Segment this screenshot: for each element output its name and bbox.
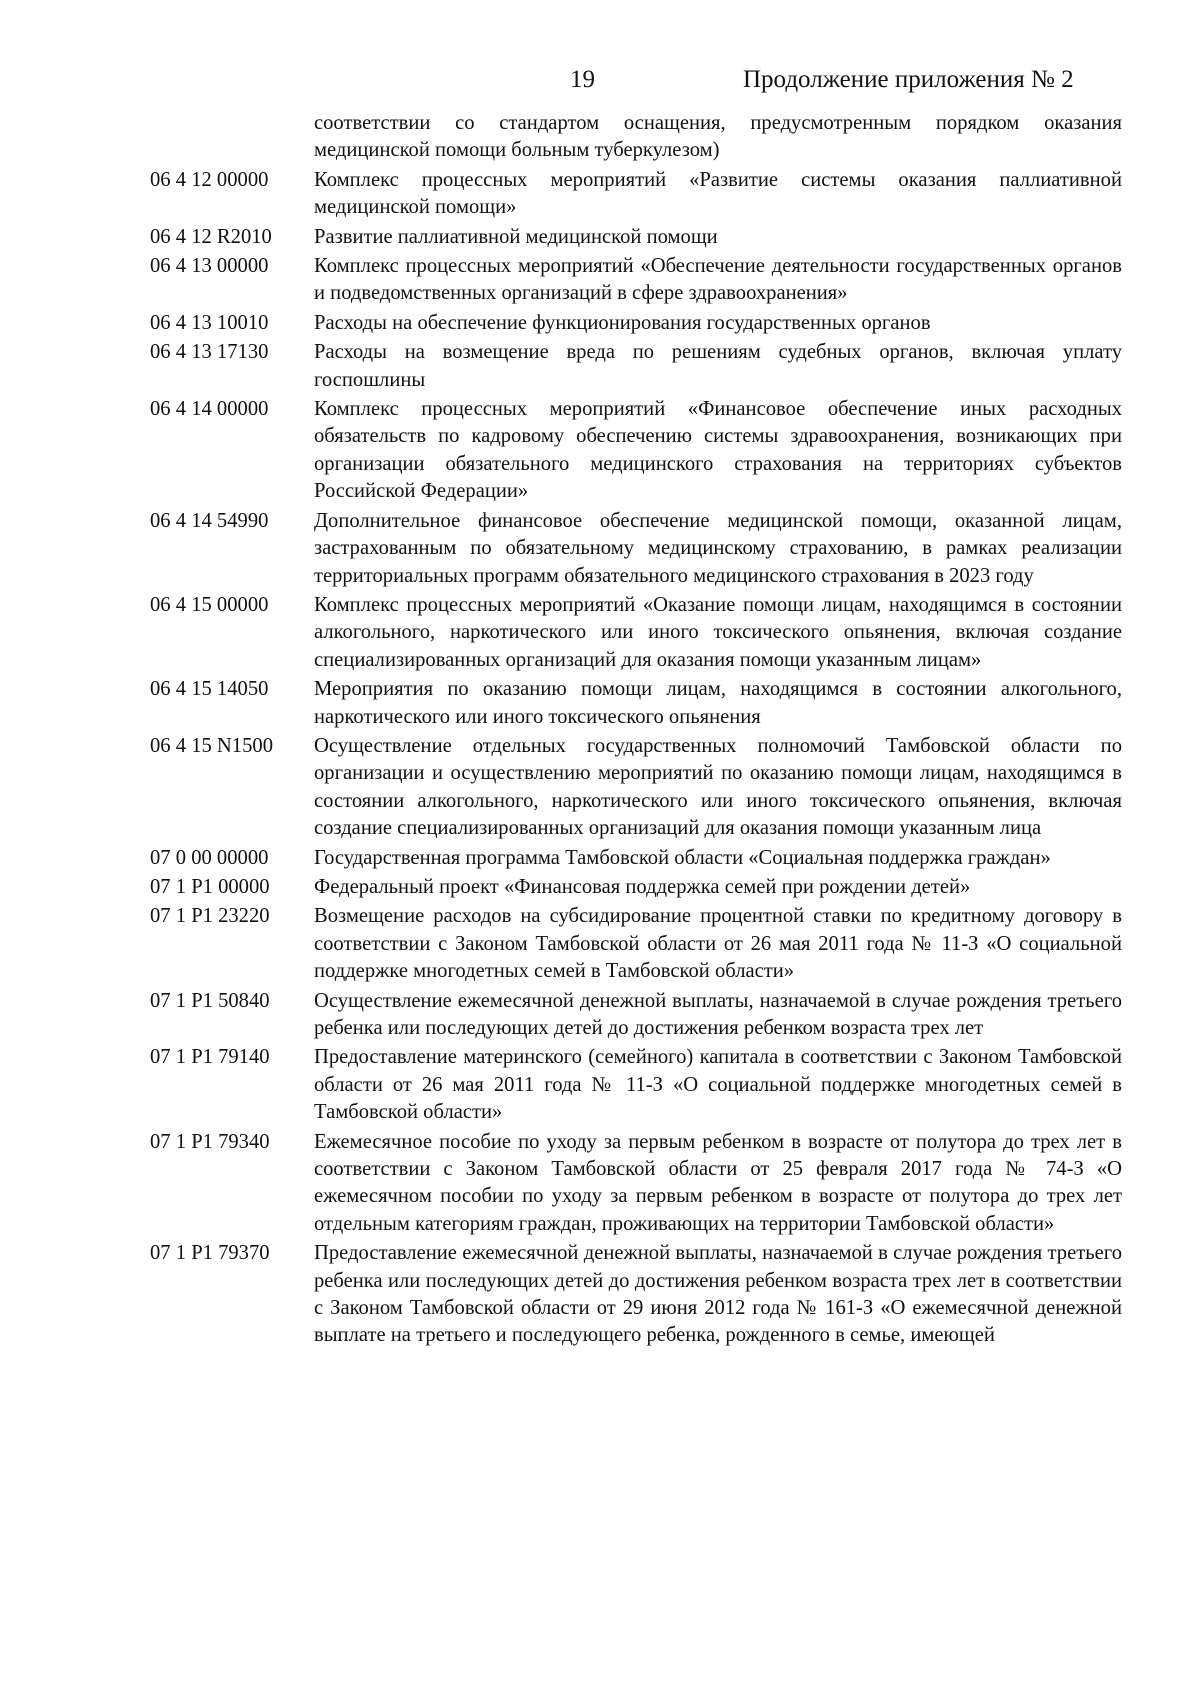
- row-code: 06 4 14 54990: [150, 509, 269, 532]
- page-header: [0, 66, 1200, 100]
- row-description: Расходы на обеспечение функционирования государственных органов: [314, 311, 931, 334]
- table-row: [150, 903, 1122, 985]
- table-row: [150, 1044, 1122, 1126]
- table-row: [150, 253, 1122, 308]
- row-description: соответствии со стандартом оснащения, предусмотренным порядком оказания медицинской помощи больным туберкулезом): [314, 112, 1122, 162]
- classification-table: [150, 110, 1122, 1352]
- row-code: 07 1 P1 00000: [150, 875, 270, 898]
- page-number: 19: [570, 66, 595, 93]
- header-title: Продолжение приложения № 2: [743, 66, 1074, 93]
- table-row: [150, 1129, 1122, 1239]
- table-row: [150, 988, 1122, 1043]
- table-row: [150, 310, 1122, 337]
- row-description: Комплекс процессных мероприятий «Оказание помощи лицам, находящимся в состоянии алкогольного, наркотического или иного токсического опьянения, включая создание специализированных организаций для оказания помощи указанным лицам»: [314, 593, 1122, 671]
- row-description: Осуществление отдельных государственных полномочий Тамбовской области по организации и осуществлению мероприятий по оказанию помощи лицам, находящимся в состоянии алкогольного, наркотического или иного токсического опьянения, включая создание специализированных организаций для оказания помощи указанным лица: [314, 734, 1122, 840]
- row-description: Предоставление ежемесячной денежной выплаты, назначаемой в случае рождения третьего ребенка или последующих детей до достижения ребенком возраста трех лет в соответствии с Законом Тамбовской области от 29 июня 2012 года № 161-З «О ежемесячной денежной выплате на третьего и последующего ребенка, рожденного в семье, имеющей: [314, 1242, 1122, 1347]
- row-code: 07 1 P1 50840: [150, 989, 270, 1012]
- table-row: [150, 592, 1122, 674]
- row-code: 07 1 P1 23220: [150, 905, 270, 928]
- row-description: Комплекс процессных мероприятий «Обеспечение деятельности государственных органов и подведомственных организаций в сфере здравоохранения»: [314, 255, 1122, 305]
- table-row: [150, 845, 1122, 872]
- table-row: [150, 110, 1122, 165]
- row-code: 06 4 13 17130: [150, 341, 269, 364]
- row-code: 07 1 P1 79370: [150, 1242, 270, 1265]
- row-code: 06 4 13 00000: [150, 255, 269, 278]
- row-description: Комплекс процессных мероприятий «Развитие системы оказания паллиативной медицинской помощи»: [314, 168, 1122, 219]
- table-row: [150, 733, 1122, 843]
- row-description: Предоставление материнского (семейного) капитала в соответствии с Законом Тамбовской области от 26 мая 2011 года № 11-З «О социальной поддержке многодетных семей в Тамбовской области»: [314, 1046, 1122, 1124]
- table-row: [150, 676, 1122, 731]
- table-row: [150, 874, 1122, 901]
- row-description: Осуществление ежемесячной денежной выплаты, назначаемой в случае рождения третьего ребенка или последующих детей до достижения ребенком возраста трех лет: [314, 989, 1122, 1039]
- row-code: 06 4 15 N1500: [150, 734, 273, 757]
- row-description: Возмещение расходов на субсидирование процентной ставки по кредитному договору в соответствии с Законом Тамбовской области от 26 мая 2011 года № 11-З «О социальной поддержке многодетных семей в Тамбовской области»: [314, 905, 1122, 983]
- row-description: Дополнительное финансовое обеспечение медицинской помощи, оказанной лицам, застрахованным по обязательному медицинскому страхованию, в рамках реализации территориальных программ обязательного медицинского страхования в 2023 году: [314, 509, 1122, 587]
- row-code: 07 0 00 00000: [150, 846, 269, 869]
- table-row: [150, 224, 1122, 251]
- row-description: Расходы на возмещение вреда по решениям судебных органов, включая уплату госпошлины: [314, 341, 1122, 391]
- table-row: [150, 339, 1122, 394]
- row-code: 06 4 12 R2010: [150, 225, 272, 248]
- row-code: 06 4 15 14050: [150, 678, 269, 701]
- table-row: [150, 508, 1122, 590]
- row-code: 06 4 13 10010: [150, 311, 269, 334]
- row-code: 06 4 12 00000: [150, 168, 269, 191]
- table-row: [150, 167, 1122, 222]
- row-code: 06 4 15 00000: [150, 593, 269, 616]
- row-code: 07 1 P1 79140: [150, 1046, 270, 1069]
- table-row: [150, 1240, 1122, 1350]
- row-description: Комплекс процессных мероприятий «Финансовое обеспечение иных расходных обязательств по кадровому обеспечению системы здравоохранения, возникающих при организации обязательного медицинского страхования на территориях субъектов Российской Федерации»: [314, 398, 1122, 503]
- row-description: Ежемесячное пособие по уходу за первым ребенком в возрасте от полутора до трех лет в соответствии с Законом Тамбовской области от 25 февраля 2017 года № 74-З «О ежемесячном пособии по уходу за первым ребенком в возрасте от полутора до трех лет отдельным категориям граждан, проживающих на территории Тамбовской области»: [314, 1130, 1122, 1235]
- row-description: Мероприятия по оказанию помощи лицам, находящимся в состоянии алкогольного, наркотического или иного токсического опьянения: [314, 678, 1122, 728]
- row-code: 06 4 14 00000: [150, 398, 269, 421]
- table-row: [150, 396, 1122, 506]
- row-description: Федеральный проект «Финансовая поддержка семей при рождении детей»: [314, 875, 971, 898]
- row-code: 07 1 P1 79340: [150, 1130, 270, 1153]
- row-description: Государственная программа Тамбовской области «Социальная поддержка граждан»: [314, 846, 1051, 869]
- row-description: Развитие паллиативной медицинской помощи: [314, 225, 718, 248]
